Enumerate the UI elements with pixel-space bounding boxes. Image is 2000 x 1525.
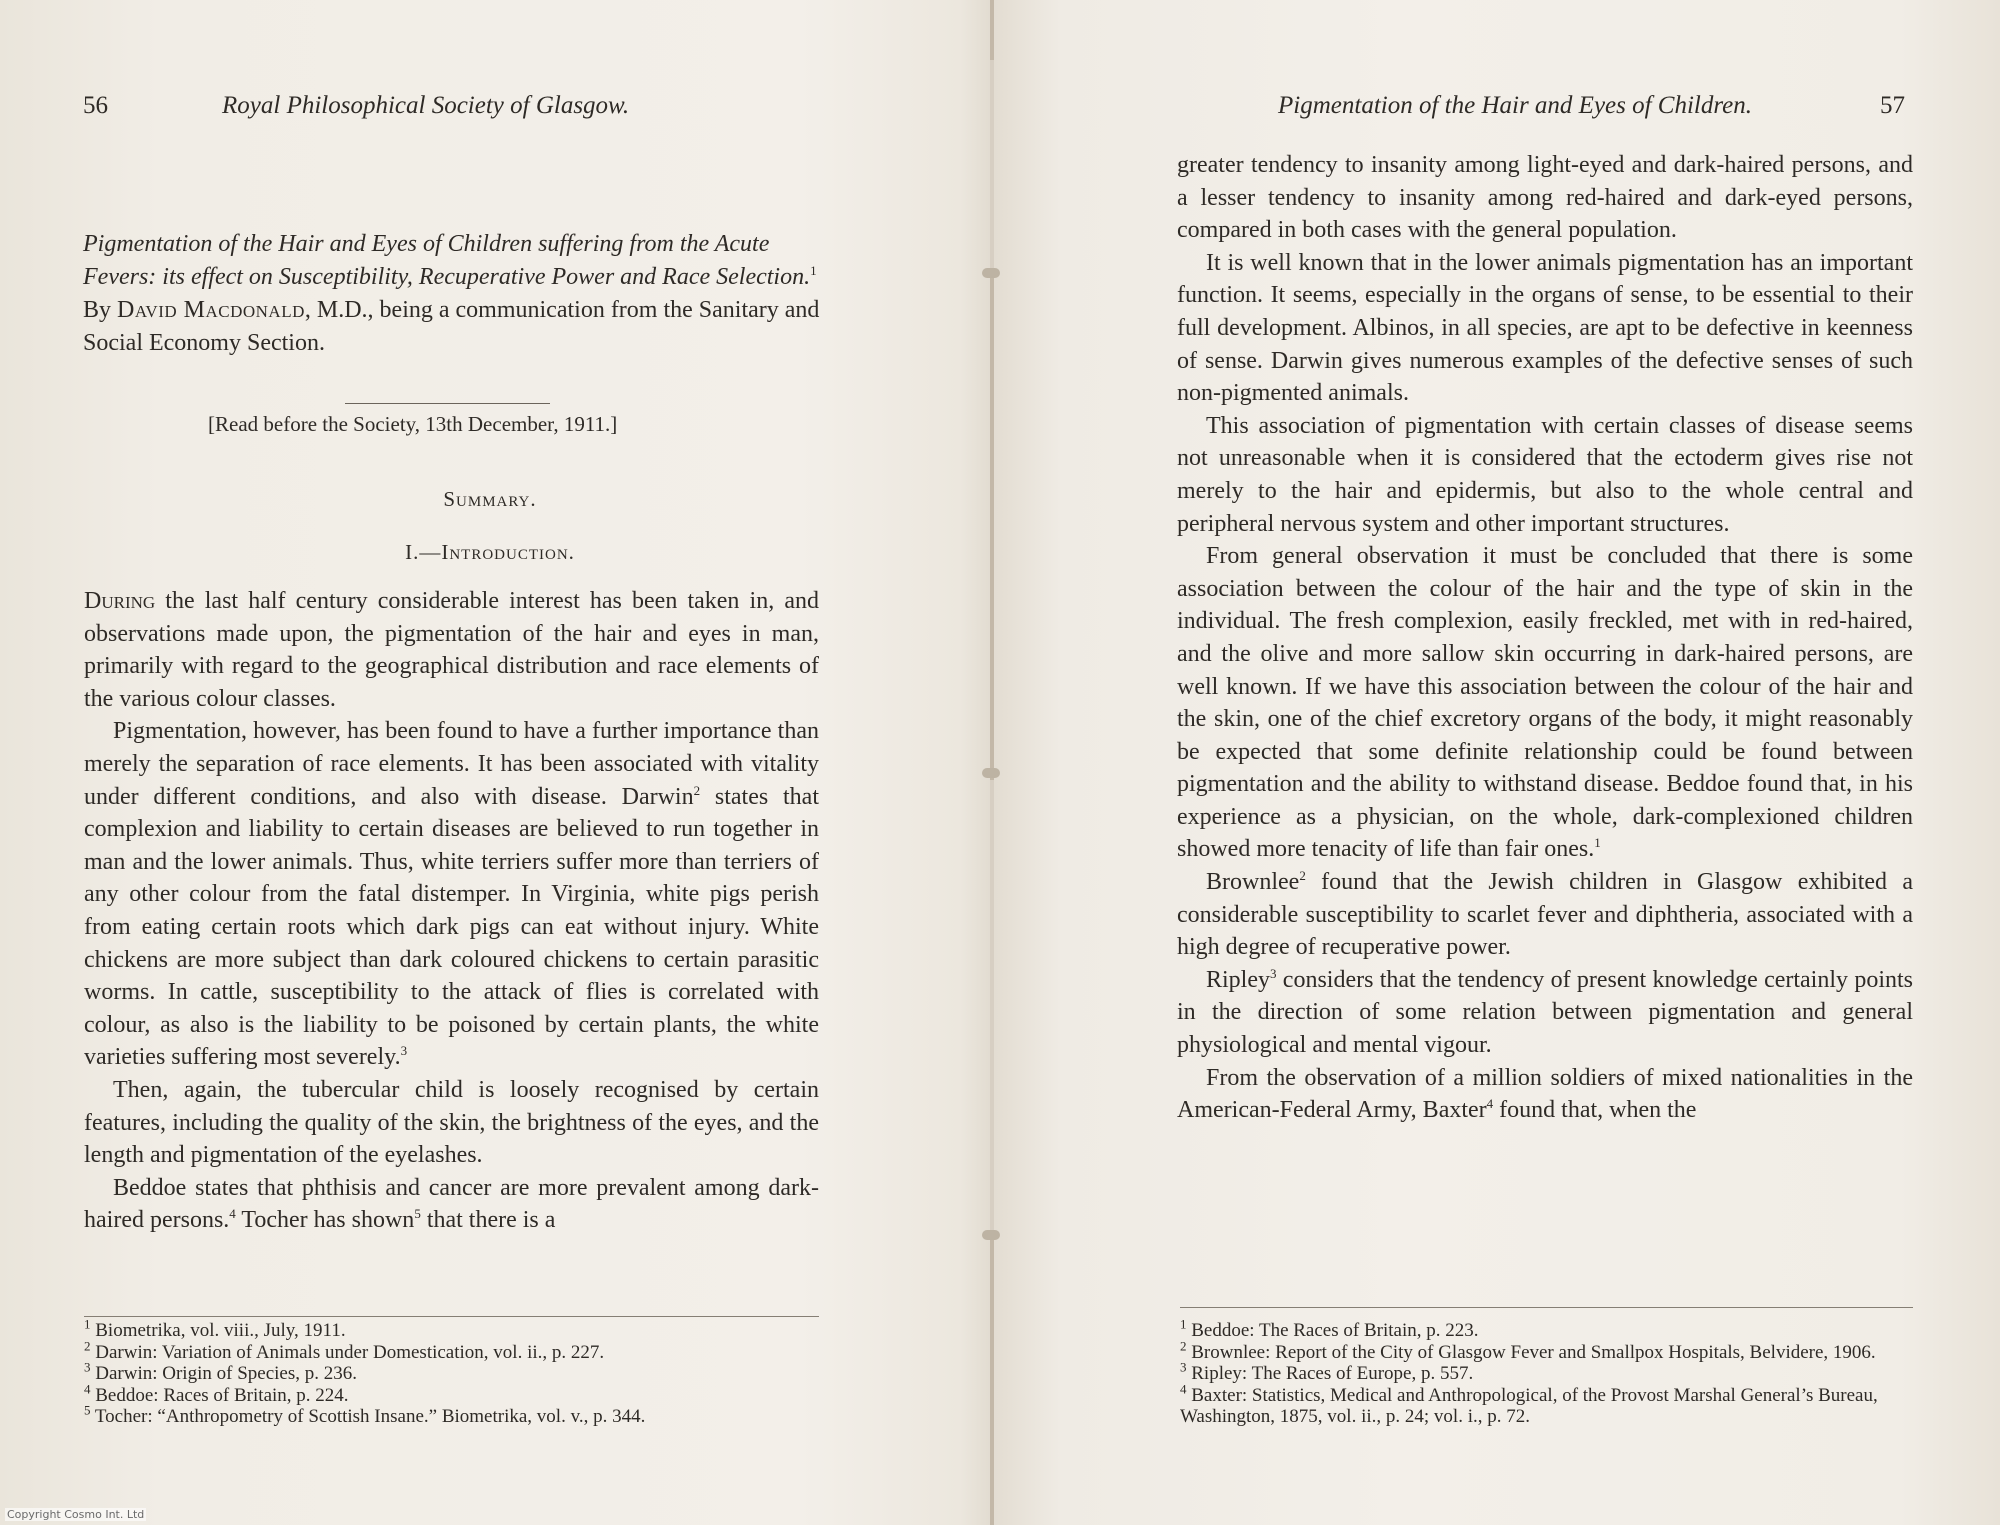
footnote-mark: 3 — [1180, 1359, 1187, 1375]
paragraph-text: Brownlee — [1206, 869, 1300, 896]
paragraph — [1177, 964, 1913, 1062]
footnote-ref: 1 — [1594, 835, 1601, 851]
article-title — [83, 228, 823, 360]
footnote-ref: 4 — [229, 1206, 236, 1222]
paragraph-text: states that complexion and liability to certain diseases are believed to run together in man and the lower animals. Thus, white terriers suffer more than terriers of any other colour from the fatal distemper. In Virginia, white pigs perish from eating certain roots which dark pigs can eat without injury. White chickens are more subject than dark coloured chickens to certain parasitic worms. In cattle, susceptibility to the attack of flies is correlated with colour, as also is the liability to be poisoned by certain plants, the white varieties suffering most severely. — [84, 783, 819, 1071]
paragraph — [1177, 1062, 1913, 1127]
footnote — [1180, 1359, 1913, 1385]
footnote-mark: 4 — [1180, 1381, 1187, 1397]
paragraph-text: that there is a — [420, 1207, 556, 1234]
footnote-rule — [84, 1316, 819, 1317]
left-page — [0, 0, 960, 1525]
author-name: David Macdonald — [117, 297, 305, 323]
footnote — [1180, 1316, 1913, 1342]
right-footnotes — [1180, 1316, 1913, 1428]
footnote-rule — [1180, 1307, 1913, 1308]
running-title: Pigmentation of the Hair and Eyes of Children. — [1278, 92, 1753, 119]
footnote-mark: 3 — [84, 1359, 91, 1375]
footnote-mark: 4 — [84, 1381, 91, 1397]
paragraph-text: the last half century considerable interest has been taken in, and observations made upon, the pigmentation of the hair and eyes in man, primarily with regard to the geographical distribution and race elements of the various colour classes. — [84, 588, 819, 712]
footnote-mark: 5 — [84, 1402, 91, 1418]
footnote-ref: 4 — [1486, 1096, 1494, 1112]
footnote — [84, 1381, 819, 1407]
footnote-text: Darwin: Variation of Animals under Domestication, vol. ii., p. 227. — [90, 1341, 605, 1363]
footnote-text: Brownlee: Report of the City of Glasgow Fever and Smallpox Hospitals, Belvidere, 1906. — [1186, 1341, 1876, 1363]
paragraph — [84, 585, 819, 715]
right-page — [1000, 0, 2000, 1525]
copyright-watermark: Copyright Cosmo Int. Ltd — [7, 1508, 145, 1521]
footnote-mark: 1 — [1180, 1316, 1187, 1332]
footnote-text: Biometrika, vol. viii., July, 1911. — [90, 1320, 346, 1341]
footnote-ref: 3 — [400, 1043, 408, 1059]
paragraph — [1177, 866, 1913, 964]
footnote — [1180, 1338, 1913, 1364]
footnote — [84, 1316, 819, 1342]
page-number: 57 — [1880, 92, 1905, 119]
byline-rest: being a communication from the Sanitary and Social Economy Section. — [83, 297, 820, 356]
summary-heading: Summary. — [443, 487, 537, 511]
footnote-ref: 2 — [693, 782, 701, 798]
paragraph: Then, again, the tubercular child is loosely recognised by certain features, including the quality of the skin, the brightness of the eyes, and the length and pigmentation of the eyelashes. — [84, 1076, 819, 1169]
footnote — [84, 1338, 819, 1364]
paragraph — [1177, 540, 1913, 866]
footnote — [84, 1359, 819, 1385]
footnote-mark: 2 — [84, 1338, 91, 1354]
right-body-text — [1177, 149, 1913, 1127]
page-number: 56 — [83, 92, 108, 119]
byline-prefix: By — [83, 297, 118, 323]
footnote-ref: 2 — [1299, 868, 1306, 884]
read-note: [Read before the Society, 13th December, 1911.] — [208, 412, 618, 436]
footnote-ref: 1 — [810, 263, 817, 278]
paragraph — [84, 715, 819, 1074]
paragraph: This association of pigmentation with certain classes of disease seems not unreasonable when it is considered that the ectoderm gives rise not merely to the hair and epidermis, but also to the whole central and peripheral nervous system and other important structures. — [1177, 412, 1913, 537]
footnote — [1180, 1381, 1913, 1428]
footnote-mark: 2 — [1180, 1338, 1187, 1354]
binding-thread — [990, 0, 994, 1525]
paragraph-text: found that the Jewish children in Glasgow exhibited a considerable susceptibility to scarlet fever and diphtheria, associated with a high degree of recuperative power. — [1177, 869, 1913, 961]
footnote-text: Beddoe: Races of Britain, p. 224. — [90, 1384, 349, 1406]
running-title: Royal Philosophical Society of Glasgow. — [222, 92, 630, 119]
binding-stitch — [982, 268, 1000, 278]
paragraph: It is well known that in the lower animals pigmentation has an important function. It seems, especially in the organs of sense, to be essential to their full development. Albinos, in all species, are apt to be defective in keenness of sense. Darwin gives numerous examples of the defective senses of such non-pigmented animals. — [1177, 249, 1913, 407]
drop-lead: During — [84, 588, 156, 614]
author-suffix: , M.D., — [304, 297, 374, 323]
paragraph-text: From the observation of a million soldiers of mixed nationalities in the American-Federal Army, Baxter — [1177, 1064, 1913, 1124]
title-rule — [345, 403, 550, 404]
article-title-text: Pigmentation of the Hair and Eyes of Children suffering from the Acute Fevers: its effect on Susceptibility, Recuperative Power and Race Selection. — [83, 231, 811, 290]
footnote-text: Ripley: The Races of Europe, p. 557. — [1186, 1363, 1474, 1384]
paragraph — [84, 1172, 819, 1237]
intro-heading: I.—Introduction. — [405, 540, 575, 564]
paragraph-text: found that, when the — [1493, 1097, 1697, 1124]
binding-stitch — [982, 1230, 1000, 1240]
footnote-text: Darwin: Origin of Species, p. 236. — [90, 1363, 357, 1384]
paragraph-text: Beddoe states that phthisis and cancer are more prevalent among dark-haired persons. — [84, 1174, 819, 1234]
paragraph-text: Ripley — [1206, 966, 1270, 993]
footnote-text: Baxter: Statistics, Medical and Anthropological, of the Provost Marshal General’s Bureau, Washington, 1875, vol. ii., p. 24; vol. i., p. 72. — [1180, 1384, 1878, 1427]
paragraph-text: Pigmentation, however, has been found to have a further importance than merely the separation of race elements. It has been associated with vitality under different conditions, and also with disease. Darwin — [84, 718, 819, 810]
paragraph-text: Tocher has shown — [235, 1207, 415, 1234]
paragraph-text: From general observation it must be concluded that there is some association between the colour of the hair and the type of skin in the individual. The fresh complexion, easily freckled, met with in red-haired, and the olive and more sallow skin occurring in dark-haired persons, are well known. If we have this association between the colour of the hair and the skin, one of the chief excretory organs of the body, it might reasonably be expected that some definite relationship could be found between pigmentation and the ability to withstand disease. Beddoe found that, in his experience as a physician, on the whole, dark-complexioned children showed more tenacity of life than fair ones. — [1177, 543, 1913, 863]
footnote-mark: 1 — [84, 1316, 91, 1332]
left-footnotes — [84, 1316, 819, 1428]
footnote-text: Tocher: “Anthropometry of Scottish Insane.” Biometrika, vol. v., p. 344. — [90, 1406, 646, 1427]
footnote — [84, 1402, 819, 1428]
footnote-ref: 3 — [1270, 965, 1277, 981]
footnote-ref: 5 — [414, 1206, 421, 1222]
left-body-text — [84, 585, 819, 1237]
paragraph-text: considers that the tendency of present knowledge certainly points in the direction of some relation between pigmentation and general physiological and mental vigour. — [1177, 966, 1913, 1059]
footnote-text: Beddoe: The Races of Britain, p. 223. — [1186, 1320, 1479, 1341]
binding-stitch — [982, 768, 1000, 778]
paragraph: greater tendency to insanity among light-eyed and dark-haired persons, and a lesser tendency to insanity among red-haired and dark-eyed persons, compared in both cases with the general population. — [1177, 152, 1913, 244]
